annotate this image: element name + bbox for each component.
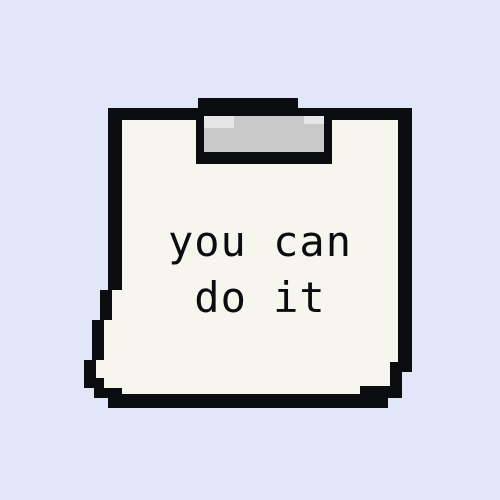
note-line-1: you can xyxy=(167,217,352,266)
note-line-2: do it xyxy=(194,273,326,322)
note-message xyxy=(150,214,370,326)
clip-icon xyxy=(196,110,332,164)
